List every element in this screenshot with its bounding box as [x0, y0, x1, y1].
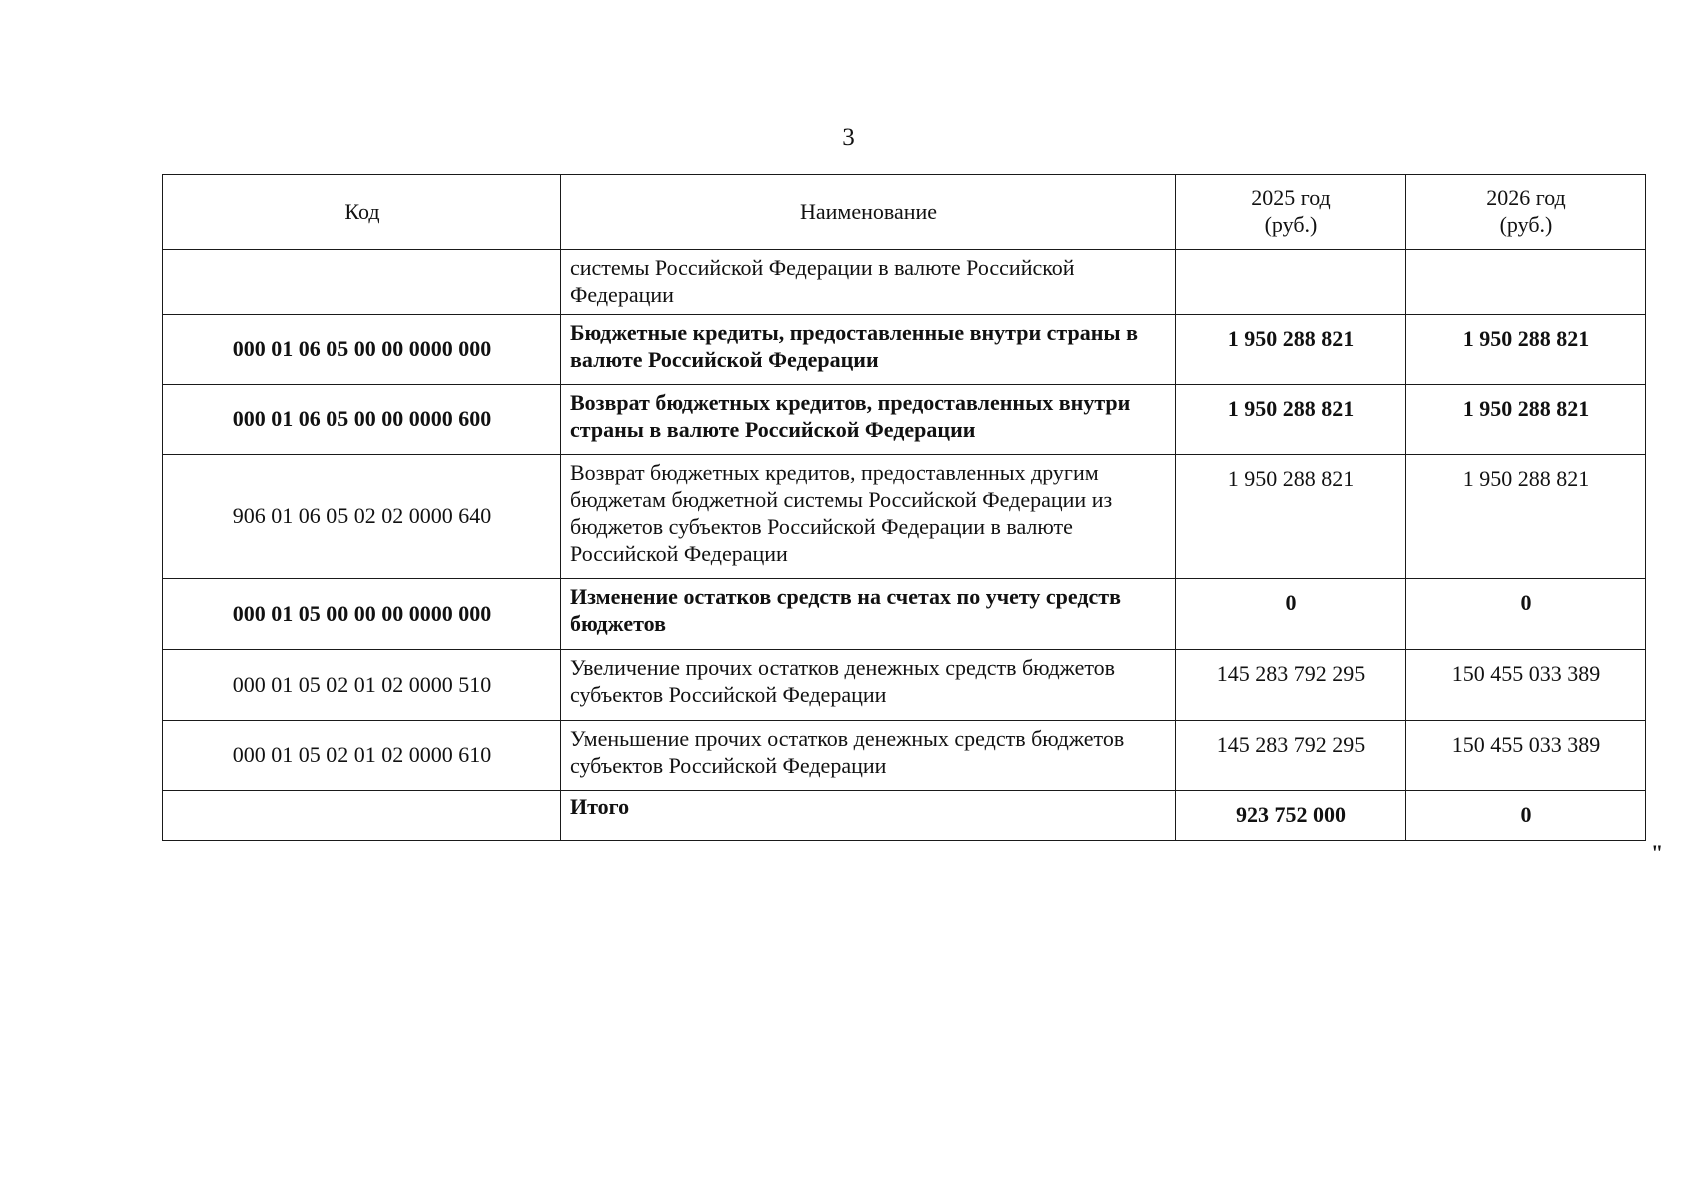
closing-quote-mark: " [1651, 840, 1664, 865]
budget-sources-table [162, 174, 1646, 841]
table-row [163, 385, 1646, 455]
row-code: 000 01 06 05 00 00 0000 000 [163, 315, 561, 385]
header-year-2025-unit: (руб.) [1264, 212, 1318, 237]
row-amount-2025: 145 283 792 295 [1176, 650, 1406, 721]
header-year-2026-unit: (руб.) [1499, 212, 1553, 237]
row-code: 000 01 05 00 00 00 0000 000 [163, 579, 561, 650]
header-year-2026 [1406, 175, 1646, 250]
row-code [163, 250, 561, 315]
row-name: системы Российской Федерации в валюте Российской Федерации [561, 250, 1176, 315]
header-year-2025 [1176, 175, 1406, 250]
total-label: Итого [561, 791, 1176, 841]
row-code: 906 01 06 05 02 02 0000 640 [163, 455, 561, 579]
table-total-row [163, 791, 1646, 841]
row-name: Возврат бюджетных кредитов, предоставленных другим бюджетам бюджетной системы Российской Федерации из бюджетов субъектов Российской Федерации в валюте Российской Федерации [561, 455, 1176, 579]
row-amount-2025: 145 283 792 295 [1176, 721, 1406, 791]
header-code: Код [163, 175, 561, 250]
row-amount-2025: 1 950 288 821 [1176, 315, 1406, 385]
row-amount-2026: 1 950 288 821 [1406, 385, 1646, 455]
header-year-2026-label: 2026 год [1486, 185, 1566, 210]
table-row [163, 250, 1646, 315]
row-amount-2026: 1 950 288 821 [1406, 315, 1646, 385]
total-amount-2025: 923 752 000 [1176, 791, 1406, 841]
table-row [163, 455, 1646, 579]
row-amount-2026: 150 455 033 389 [1406, 650, 1646, 721]
table-row [163, 315, 1646, 385]
row-name: Увеличение прочих остатков денежных средств бюджетов субъектов Российской Федерации [561, 650, 1176, 721]
table-row [163, 579, 1646, 650]
row-amount-2025 [1176, 250, 1406, 315]
row-name: Возврат бюджетных кредитов, предоставленных внутри страны в валюте Российской Федерации [561, 385, 1176, 455]
table-row [163, 721, 1646, 791]
row-code: 000 01 06 05 00 00 0000 600 [163, 385, 561, 455]
row-amount-2026: 0 [1406, 579, 1646, 650]
page-number: 3 [842, 124, 855, 151]
row-amount-2025: 0 [1176, 579, 1406, 650]
header-name: Наименование [561, 175, 1176, 250]
row-amount-2026 [1406, 250, 1646, 315]
row-name: Изменение остатков средств на счетах по учету средств бюджетов [561, 579, 1176, 650]
row-code: 000 01 05 02 01 02 0000 510 [163, 650, 561, 721]
row-code: 000 01 05 02 01 02 0000 610 [163, 721, 561, 791]
row-name: Уменьшение прочих остатков денежных средств бюджетов субъектов Российской Федерации [561, 721, 1176, 791]
total-amount-2026: 0 [1406, 791, 1646, 841]
row-amount-2025: 1 950 288 821 [1176, 455, 1406, 579]
table-row [163, 650, 1646, 721]
row-amount-2025: 1 950 288 821 [1176, 385, 1406, 455]
row-amount-2026: 1 950 288 821 [1406, 455, 1646, 579]
total-code-empty [163, 791, 561, 841]
header-year-2025-label: 2025 год [1251, 185, 1331, 210]
row-amount-2026: 150 455 033 389 [1406, 721, 1646, 791]
row-name: Бюджетные кредиты, предоставленные внутри страны в валюте Российской Федерации [561, 315, 1176, 385]
table-header-row [163, 175, 1646, 250]
